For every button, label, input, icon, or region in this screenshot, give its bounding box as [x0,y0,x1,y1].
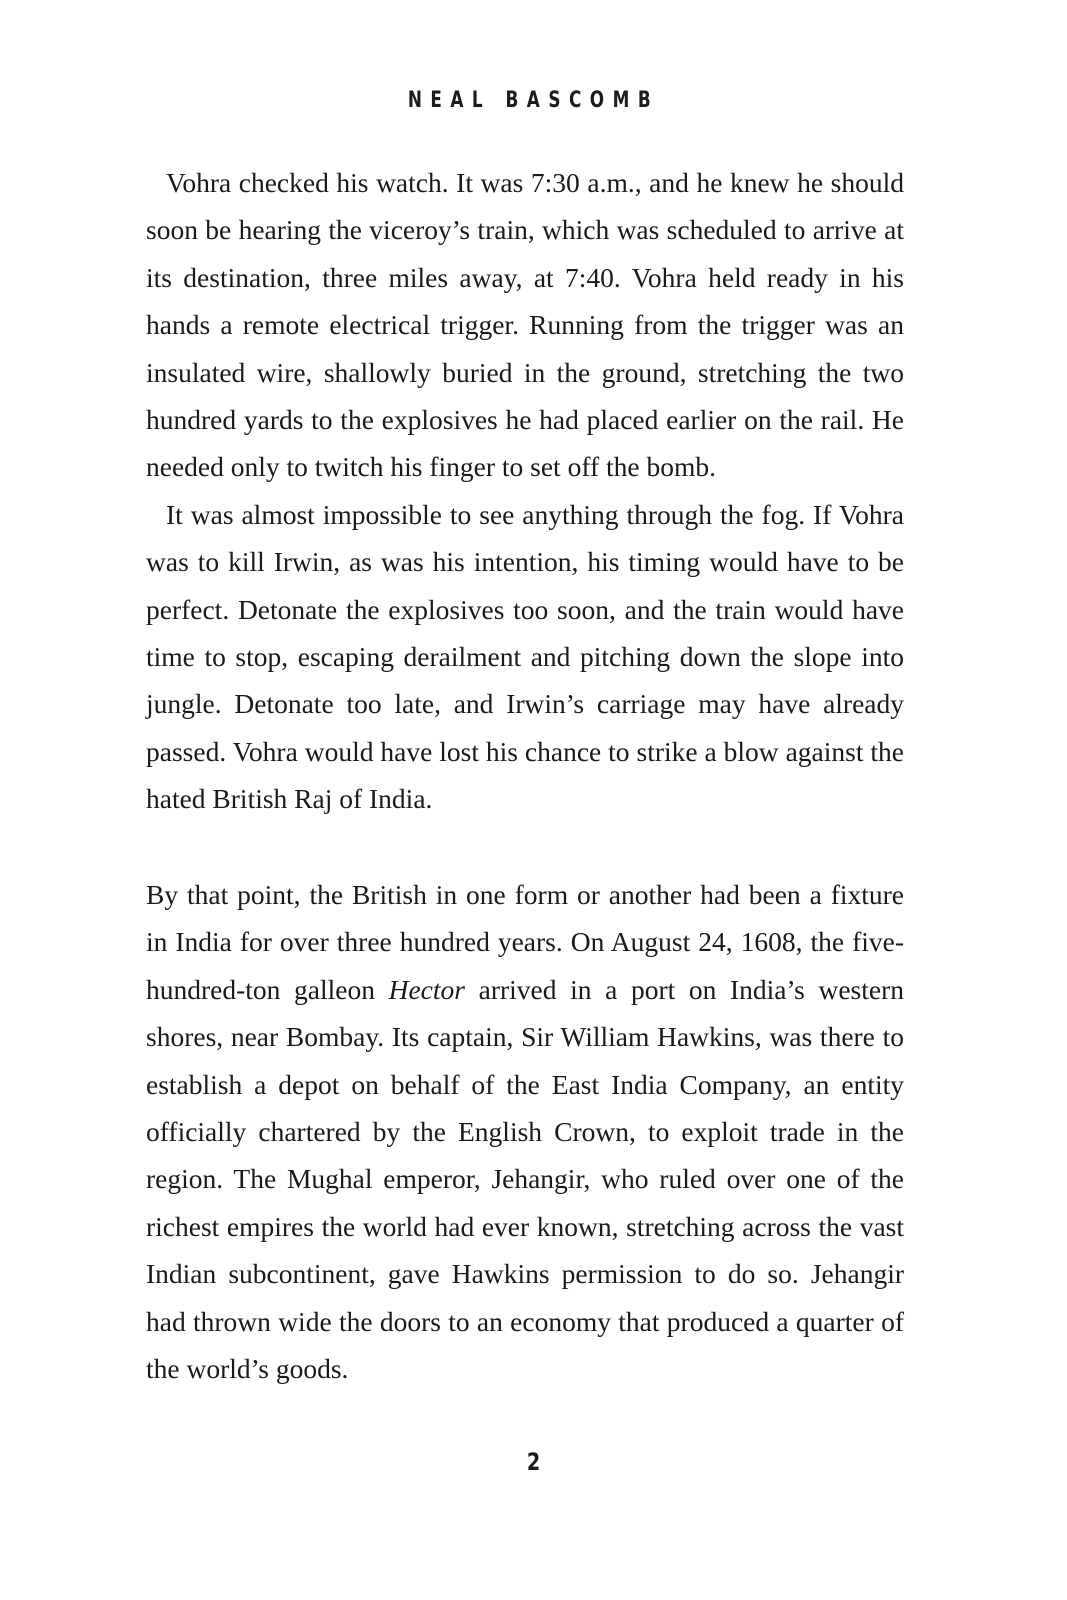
ship-name: Hector [388,973,465,1005]
section-1 [146,159,904,823]
text-run: arrived in a port on India’s western shores, near Bombay. Its captain, Sir William Hawkins, was there to establish a depot on behalf of the East India Company, an entity officially chartered by the English Crown, to exploit trade in the region. The Mughal emperor, Jehangir, who ruled over one of the richest empires the world had ever known, stretching across the vast Indian subcontinent, gave Hawkins permission to do so. Jehangir had thrown wide the doors to an economy that produced a quarter of the world’s goods. [146,973,904,1385]
text-run: By that point, the British in one form or another had been a fixture in India for over three hundred years. On August 24, 1608, the five-hundred-ton galleon [146,879,904,1005]
paragraph [146,871,904,1392]
paragraph: Vohra checked his watch. It was 7:30 a.m., and he knew he should soon be hearing the viceroy’s train, which was scheduled to arrive at its destination, three miles away, at 7:40. Vohra held ready in his hands a remote electrical trigger. Running from the trigger was an insulated wire, shallowly buried in the ground, stretching the two hundred yards to the explosives he had placed earlier on the rail. He needed only to twitch his finger to set off the bomb. [146,167,904,483]
running-head: NEAL BASCOMB [407,88,660,113]
paragraph: It was almost impossible to see anything through the fog. If Vohra was to kill Irwin, as was his intention, his timing would have to be perfect. Detonate the explosives too soon, and the train would have time to stop, escaping derailment and pitching down the slope into jungle. Detonate too late, and Irwin’s carriage may have already passed. Vohra would have lost his chance to strike a blow against the hated British Raj of India. [146,498,904,815]
page-number: 2 [526,1448,541,1476]
section-2 [146,871,904,1392]
